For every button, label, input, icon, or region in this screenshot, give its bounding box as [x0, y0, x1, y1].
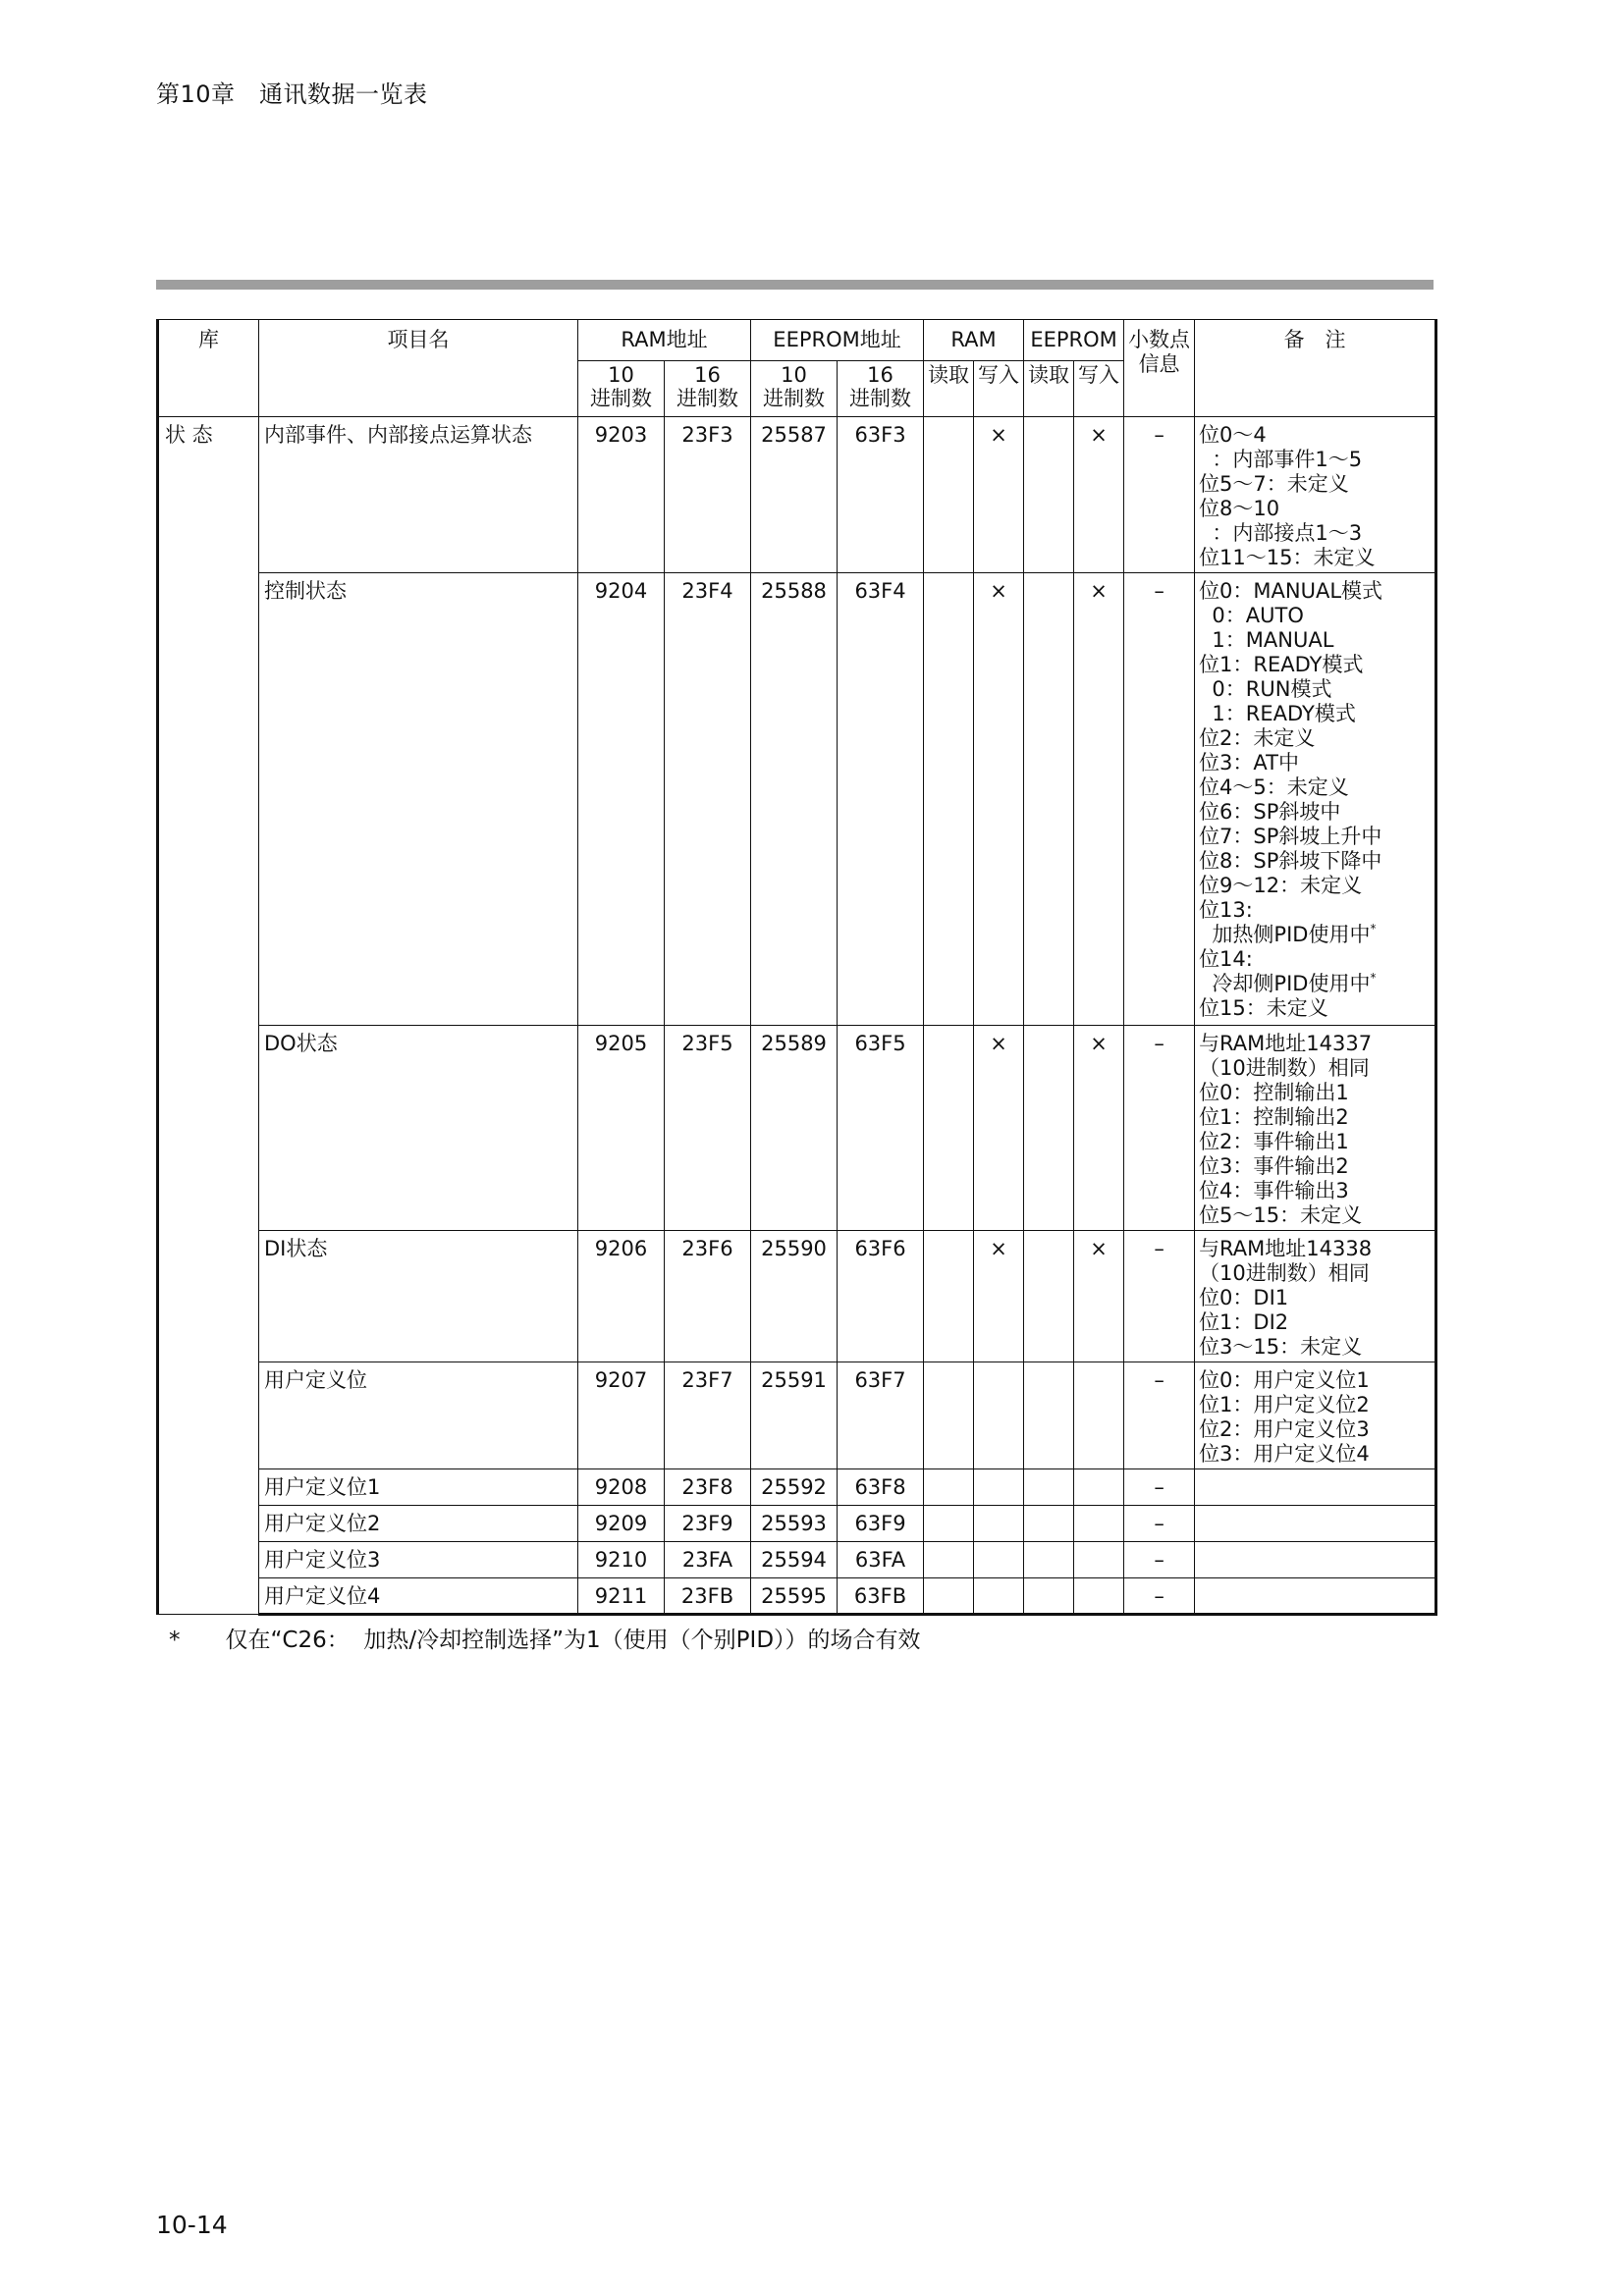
- table-row: [158, 1231, 1436, 1362]
- remark-line: 位11～15：未定义: [1199, 546, 1376, 569]
- ram-read: [924, 417, 974, 573]
- table-row: [158, 1542, 1436, 1578]
- item-name: DI状态: [259, 1231, 578, 1362]
- col-header-ram: RAM: [924, 320, 1024, 361]
- eep-read: [1024, 1231, 1074, 1362]
- col-header-remarks: 备 注: [1195, 320, 1436, 417]
- eep-dec-bottom: 进制数: [763, 387, 826, 410]
- ram-dec: 9205: [578, 1026, 665, 1231]
- chapter-title: 第10章 通讯数据一览表: [156, 80, 428, 108]
- table-row: [158, 1362, 1436, 1469]
- eep-read: [1024, 1362, 1074, 1469]
- ram-hex: 23F3: [665, 417, 751, 573]
- remark-line: 位3～15：未定义: [1199, 1335, 1363, 1359]
- remarks-cell: [1195, 1469, 1436, 1506]
- footnote: * 仅在“C26： 加热/冷却控制选择”为1（使用（个别PID））的场合有效: [169, 1628, 921, 1653]
- col-header-decimal-point-line2: 信息: [1138, 352, 1180, 376]
- eep-hex: 63F8: [838, 1469, 924, 1506]
- remark-line: 位0：用户定义位1: [1199, 1368, 1370, 1392]
- ram-write: ×: [974, 1231, 1024, 1362]
- eep-dec: 25590: [751, 1231, 838, 1362]
- decimal-info: –: [1124, 1026, 1195, 1231]
- eep-hex: 63F7: [838, 1362, 924, 1469]
- ram-read: [924, 1231, 974, 1362]
- col-header-eeprom: EEPROM: [1024, 320, 1124, 361]
- item-name: DO状态: [259, 1026, 578, 1231]
- eep-read: [1024, 417, 1074, 573]
- ram-dec: 9207: [578, 1362, 665, 1469]
- col-header-decimal-point-line1: 小数点: [1128, 328, 1191, 351]
- decimal-info: –: [1124, 1506, 1195, 1542]
- ram-dec-top: 10: [608, 363, 634, 387]
- remark-line-text: 加热侧PID使用中: [1199, 923, 1371, 946]
- remarks-cell: [1195, 1578, 1436, 1615]
- ram-read: [924, 1026, 974, 1231]
- col-header-ram-dec: [578, 361, 665, 417]
- remark-line: 位3：事件输出2: [1199, 1154, 1349, 1178]
- table-row: [158, 417, 1436, 573]
- remark-line: 位3：用户定义位4: [1199, 1442, 1370, 1466]
- remark-line: [1199, 923, 1435, 947]
- library-cell: 状 态: [158, 417, 259, 1615]
- remarks-cell: [1195, 417, 1436, 573]
- remark-line: 与RAM地址14337: [1199, 1032, 1373, 1055]
- decimal-info: –: [1124, 1469, 1195, 1506]
- ram-write: [974, 1542, 1024, 1578]
- ram-write: [974, 1578, 1024, 1615]
- col-header-item: 项目名: [259, 320, 578, 417]
- remarks-cell: [1195, 1506, 1436, 1542]
- decimal-info: –: [1124, 417, 1195, 573]
- remark-line: 位1：READY模式: [1199, 653, 1364, 676]
- eep-read: [1024, 1469, 1074, 1506]
- col-header-eep-read: 读取: [1024, 361, 1074, 417]
- eep-dec-top: 10: [781, 363, 807, 387]
- eep-dec: 25595: [751, 1578, 838, 1615]
- ram-dec-bottom: 进制数: [590, 387, 652, 410]
- remark-line: 位3：AT中: [1199, 751, 1299, 774]
- remark-line: 位0：MANUAL模式: [1199, 579, 1383, 603]
- ram-write: [974, 1469, 1024, 1506]
- remark-line: ：内部接点1～3: [1199, 521, 1363, 545]
- ram-dec: 9208: [578, 1469, 665, 1506]
- ram-write: [974, 1506, 1024, 1542]
- ram-read: [924, 573, 974, 1026]
- ram-dec: 9209: [578, 1506, 665, 1542]
- communication-data-table: [156, 319, 1437, 1616]
- remark-line: 位1：用户定义位2: [1199, 1393, 1370, 1416]
- eep-dec: 25589: [751, 1026, 838, 1231]
- col-header-ram-address: RAM地址: [578, 320, 751, 361]
- eep-write: ×: [1074, 1231, 1124, 1362]
- ram-dec: 9203: [578, 417, 665, 573]
- eep-dec: 25587: [751, 417, 838, 573]
- col-header-eep-dec: [751, 361, 838, 417]
- eep-write: [1074, 1469, 1124, 1506]
- ram-hex: 23F5: [665, 1026, 751, 1231]
- ram-dec: 9211: [578, 1578, 665, 1615]
- ram-write: ×: [974, 573, 1024, 1026]
- eep-dec: 25594: [751, 1542, 838, 1578]
- eep-write: ×: [1074, 417, 1124, 573]
- remark-line: 位2：事件输出1: [1199, 1130, 1349, 1153]
- table-row: [158, 573, 1436, 1026]
- remark-line: 位14:: [1199, 947, 1253, 971]
- eep-read: [1024, 1542, 1074, 1578]
- remark-line: 1：MANUAL: [1199, 628, 1334, 652]
- remarks-cell: [1195, 573, 1436, 1026]
- remark-line: 位4：事件输出3: [1199, 1179, 1349, 1202]
- eep-write: [1074, 1578, 1124, 1615]
- ram-hex-top: 16: [694, 363, 721, 387]
- eep-write: [1074, 1542, 1124, 1578]
- remark-line: 位13:: [1199, 898, 1253, 922]
- remark-line: （10进制数）相同: [1199, 1261, 1370, 1285]
- remark-line: 位8～10: [1199, 497, 1280, 520]
- remark-line: [1199, 972, 1435, 996]
- eep-read: [1024, 1578, 1074, 1615]
- ram-hex: 23F4: [665, 573, 751, 1026]
- item-name: 用户定义位1: [259, 1469, 578, 1506]
- eep-read: [1024, 573, 1074, 1026]
- eep-dec: 25588: [751, 573, 838, 1026]
- eep-dec: 25592: [751, 1469, 838, 1506]
- eep-hex: 63FA: [838, 1542, 924, 1578]
- col-header-eep-write: 写入: [1074, 361, 1124, 417]
- remark-line: 位2：用户定义位3: [1199, 1417, 1370, 1441]
- ram-read: [924, 1578, 974, 1615]
- remark-line: 位2：未定义: [1199, 726, 1316, 750]
- item-name: 用户定义位3: [259, 1542, 578, 1578]
- decimal-info: –: [1124, 573, 1195, 1026]
- ram-read: [924, 1506, 974, 1542]
- eep-write: ×: [1074, 573, 1124, 1026]
- ram-write: ×: [974, 1026, 1024, 1231]
- ram-read: [924, 1362, 974, 1469]
- col-header-eep-hex: [838, 361, 924, 417]
- remark-line: ：内部事件1～5: [1199, 448, 1363, 471]
- col-header-library: 库: [158, 320, 259, 417]
- eep-hex: 63F6: [838, 1231, 924, 1362]
- col-header-eeprom-address: EEPROM地址: [751, 320, 924, 361]
- ram-write: [974, 1362, 1024, 1469]
- col-header-ram-read: 读取: [924, 361, 974, 417]
- eep-read: [1024, 1026, 1074, 1231]
- eep-hex-top: 16: [867, 363, 893, 387]
- ram-hex: 23F6: [665, 1231, 751, 1362]
- ram-hex: 23FB: [665, 1578, 751, 1615]
- ram-hex: 23FA: [665, 1542, 751, 1578]
- remark-line: 1：READY模式: [1199, 702, 1356, 725]
- remark-line: 位4～5：未定义: [1199, 775, 1349, 799]
- eep-write: [1074, 1362, 1124, 1469]
- col-header-decimal-point: [1124, 320, 1195, 417]
- eep-read: [1024, 1506, 1074, 1542]
- remark-line: 与RAM地址14338: [1199, 1237, 1373, 1260]
- eep-write: ×: [1074, 1026, 1124, 1231]
- eep-hex: 63F4: [838, 573, 924, 1026]
- remarks-cell: [1195, 1542, 1436, 1578]
- ram-hex: 23F8: [665, 1469, 751, 1506]
- remark-line: 位7：SP斜坡上升中: [1199, 825, 1382, 848]
- table-row: [158, 1506, 1436, 1542]
- ram-write: ×: [974, 417, 1024, 573]
- table-row: [158, 1026, 1436, 1231]
- remark-line: （10进制数）相同: [1199, 1056, 1370, 1080]
- ram-dec: 9204: [578, 573, 665, 1026]
- ram-hex: 23F7: [665, 1362, 751, 1469]
- decimal-info: –: [1124, 1231, 1195, 1362]
- item-name: 用户定义位4: [259, 1578, 578, 1615]
- remark-line: 0：RUN模式: [1199, 677, 1332, 701]
- remark-line: 位0：控制输出1: [1199, 1081, 1349, 1104]
- remarks-cell: [1195, 1362, 1436, 1469]
- remark-line-text: 冷却侧PID使用中: [1199, 972, 1371, 995]
- decimal-info: –: [1124, 1578, 1195, 1615]
- eep-dec: 25591: [751, 1362, 838, 1469]
- remark-line: 位6：SP斜坡中: [1199, 800, 1341, 824]
- decimal-info: –: [1124, 1362, 1195, 1469]
- remark-line: 位8：SP斜坡下降中: [1199, 849, 1382, 873]
- ram-hex-bottom: 进制数: [677, 387, 738, 410]
- ram-hex: 23F9: [665, 1506, 751, 1542]
- ram-read: [924, 1469, 974, 1506]
- table-row: [158, 1578, 1436, 1615]
- col-header-ram-write: 写入: [974, 361, 1024, 417]
- eep-hex: 63F5: [838, 1026, 924, 1231]
- table-row: [158, 1469, 1436, 1506]
- ram-dec: 9206: [578, 1231, 665, 1362]
- ram-read: [924, 1542, 974, 1578]
- remark-line: 位15：未定义: [1199, 996, 1328, 1020]
- eep-hex: 63F9: [838, 1506, 924, 1542]
- remark-line: 位5～7：未定义: [1199, 472, 1349, 496]
- remark-line: 位1：DI2: [1199, 1310, 1289, 1334]
- remark-line: 位0：DI1: [1199, 1286, 1289, 1309]
- header-rule: [156, 280, 1434, 290]
- decimal-info: –: [1124, 1542, 1195, 1578]
- remark-line: 位5～15：未定义: [1199, 1203, 1363, 1227]
- remarks-cell: [1195, 1026, 1436, 1231]
- col-header-ram-hex: [665, 361, 751, 417]
- page-number: 10-14: [156, 2211, 228, 2239]
- remarks-cell: [1195, 1231, 1436, 1362]
- eep-hex: 63FB: [838, 1578, 924, 1615]
- item-name: 用户定义位2: [259, 1506, 578, 1542]
- footnote-mark: *: [1370, 922, 1377, 935]
- item-name: 内部事件、内部接点运算状态: [259, 417, 578, 573]
- eep-dec: 25593: [751, 1506, 838, 1542]
- remark-line: 位1：控制输出2: [1199, 1105, 1349, 1129]
- item-name: 控制状态: [259, 573, 578, 1026]
- remark-line: 0：AUTO: [1199, 604, 1304, 627]
- remark-line: 位9～12：未定义: [1199, 874, 1363, 897]
- eep-hex-bottom: 进制数: [849, 387, 912, 410]
- footnote-mark: *: [1370, 971, 1377, 985]
- ram-dec: 9210: [578, 1542, 665, 1578]
- remark-line: 位0～4: [1199, 423, 1267, 447]
- eep-write: [1074, 1506, 1124, 1542]
- item-name: 用户定义位: [259, 1362, 578, 1469]
- eep-hex: 63F3: [838, 417, 924, 573]
